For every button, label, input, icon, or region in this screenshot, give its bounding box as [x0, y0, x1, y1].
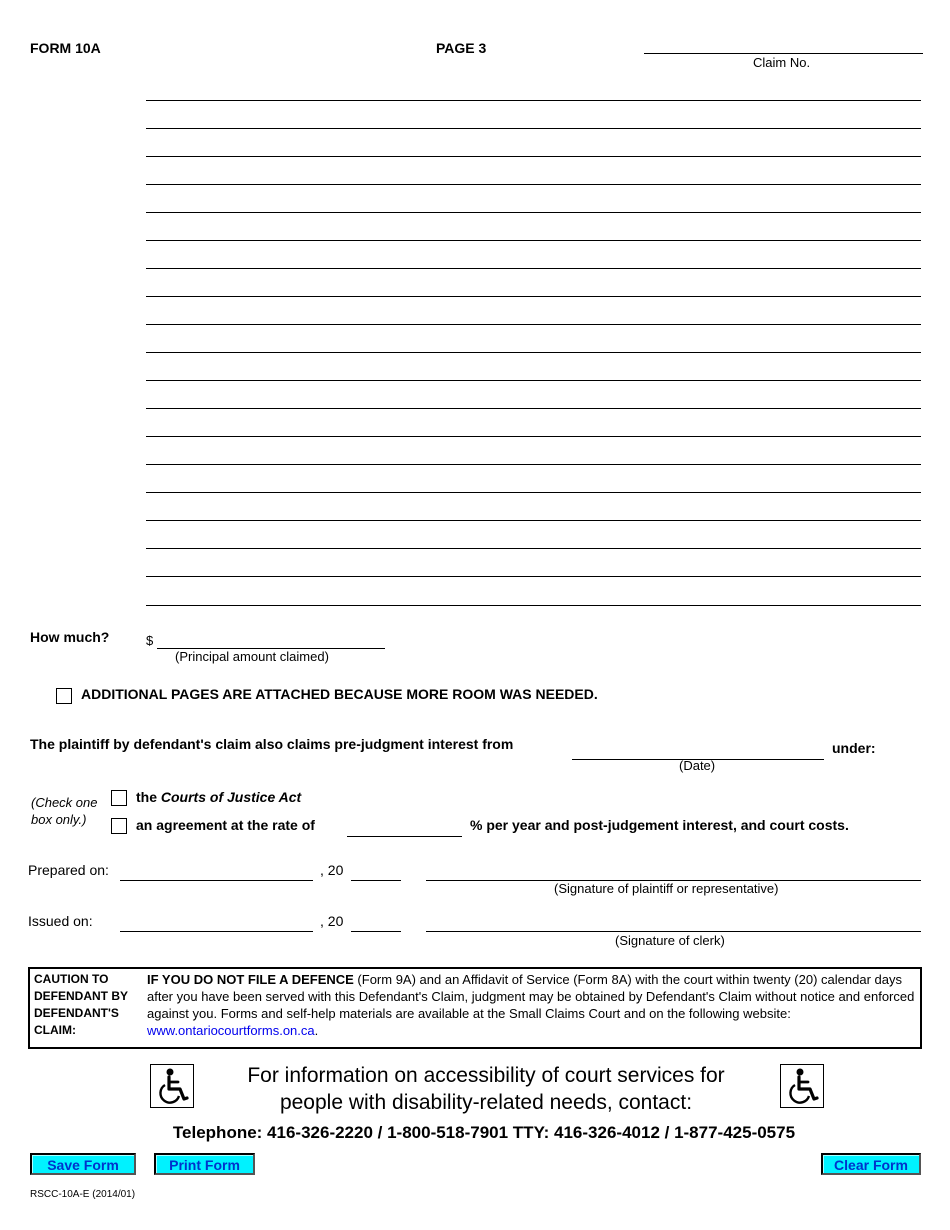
text-line — [146, 100, 921, 101]
caution-box — [28, 967, 922, 1049]
page-number: PAGE 3 — [436, 40, 487, 56]
text-line — [146, 296, 921, 297]
principal-amount-caption: (Principal amount claimed) — [175, 649, 329, 664]
courts-of-justice-act-label — [136, 789, 301, 805]
text-line — [146, 352, 921, 353]
text-line — [146, 380, 921, 381]
caution-end: . — [314, 1023, 319, 1038]
how-much-label: How much? — [30, 629, 110, 645]
wheelchair-icon — [780, 1064, 824, 1108]
issued-year-prefix: , 20 — [320, 913, 344, 929]
telephone-numbers: Telephone: 416-326-2220 / 1-800-518-7901 TTY: 416-326-4012 / 1-877-425-0575 — [172, 1123, 796, 1142]
text-line — [146, 548, 921, 549]
text-line — [146, 156, 921, 157]
clerk-signature-caption: (Signature of clerk) — [615, 933, 725, 948]
court-forms-link[interactable]: www.ontariocourtforms.on.ca — [147, 1023, 315, 1038]
caution-heading: CAUTION TO DEFENDANT BY DEFENDANT'S CLAIM: — [34, 972, 128, 1037]
interest-rate-suffix: % per year and post-judgement interest, and court costs. — [470, 817, 849, 833]
accessibility-info — [200, 1062, 772, 1116]
prepared-date-field[interactable] — [120, 880, 313, 881]
form-number: FORM 10A — [30, 40, 101, 56]
interest-intro: The plaintiff by defendant's claim also claims pre-judgment interest from — [30, 736, 514, 752]
text-line — [146, 492, 921, 493]
text-line — [146, 520, 921, 521]
text-line — [146, 184, 921, 185]
text-line — [146, 436, 921, 437]
option1-prefix: the — [136, 789, 161, 805]
issued-date-field[interactable] — [120, 931, 313, 932]
additional-pages-label: ADDITIONAL PAGES ARE ATTACHED BECAUSE MORE ROOM WAS NEEDED. — [81, 686, 598, 702]
claim-no-field[interactable] — [644, 53, 923, 54]
text-line — [146, 464, 921, 465]
courts-of-justice-act-checkbox[interactable] — [111, 790, 127, 806]
plaintiff-signature-caption: (Signature of plaintiff or representative) — [554, 881, 779, 896]
text-line — [146, 212, 921, 213]
text-line — [146, 128, 921, 129]
caution-text — [147, 971, 915, 1039]
text-line — [146, 408, 921, 409]
claim-no-caption: Claim No. — [753, 55, 811, 70]
issued-year-field[interactable] — [351, 931, 401, 932]
option1-act-name: Courts of Justice Act — [160, 789, 302, 805]
prepared-on-label: Prepared on: — [28, 862, 109, 878]
caution-body: (Form 9A) and an Affidavit of Service (Form 8A) with the court within twenty (20) calendar days after you have been served with this Defendant's Claim, judgment may be obtained by Defendant's Claim without notice and enforced against you. Forms and self-help materials are available at the Small Claims Court and on the following website: — [147, 972, 915, 1021]
additional-pages-checkbox[interactable] — [56, 688, 72, 704]
text-line — [146, 605, 921, 606]
prepared-year-field[interactable] — [351, 880, 401, 881]
currency-symbol: $ — [146, 633, 154, 648]
text-line — [146, 324, 921, 325]
agreement-rate-label: an agreement at the rate of — [136, 817, 315, 833]
agreement-rate-checkbox[interactable] — [111, 818, 127, 834]
print-form-button[interactable]: Print Form — [154, 1153, 255, 1175]
issued-on-label: Issued on: — [28, 913, 93, 929]
clerk-signature-line — [426, 931, 921, 932]
save-form-button[interactable]: Save Form — [30, 1153, 136, 1175]
wheelchair-icon — [150, 1064, 194, 1108]
accessibility-line2: people with disability-related needs, contact: — [279, 1091, 693, 1114]
accessibility-line1: For information on accessibility of court services for — [247, 1064, 725, 1087]
clear-form-button[interactable]: Clear Form — [821, 1153, 921, 1175]
text-line — [146, 576, 921, 577]
text-line — [146, 268, 921, 269]
caution-lead: IF YOU DO NOT FILE A DEFENCE — [147, 972, 354, 987]
check-note-line2: box only.) — [31, 812, 87, 827]
check-note-line1: (Check one — [31, 795, 98, 810]
under-label: under: — [832, 740, 876, 756]
form-code: RSCC-10A-E (2014/01) — [30, 1189, 136, 1200]
interest-date-caption: (Date) — [679, 758, 716, 773]
text-line — [146, 240, 921, 241]
interest-rate-field[interactable] — [347, 836, 462, 837]
prepared-year-prefix: , 20 — [320, 862, 344, 878]
